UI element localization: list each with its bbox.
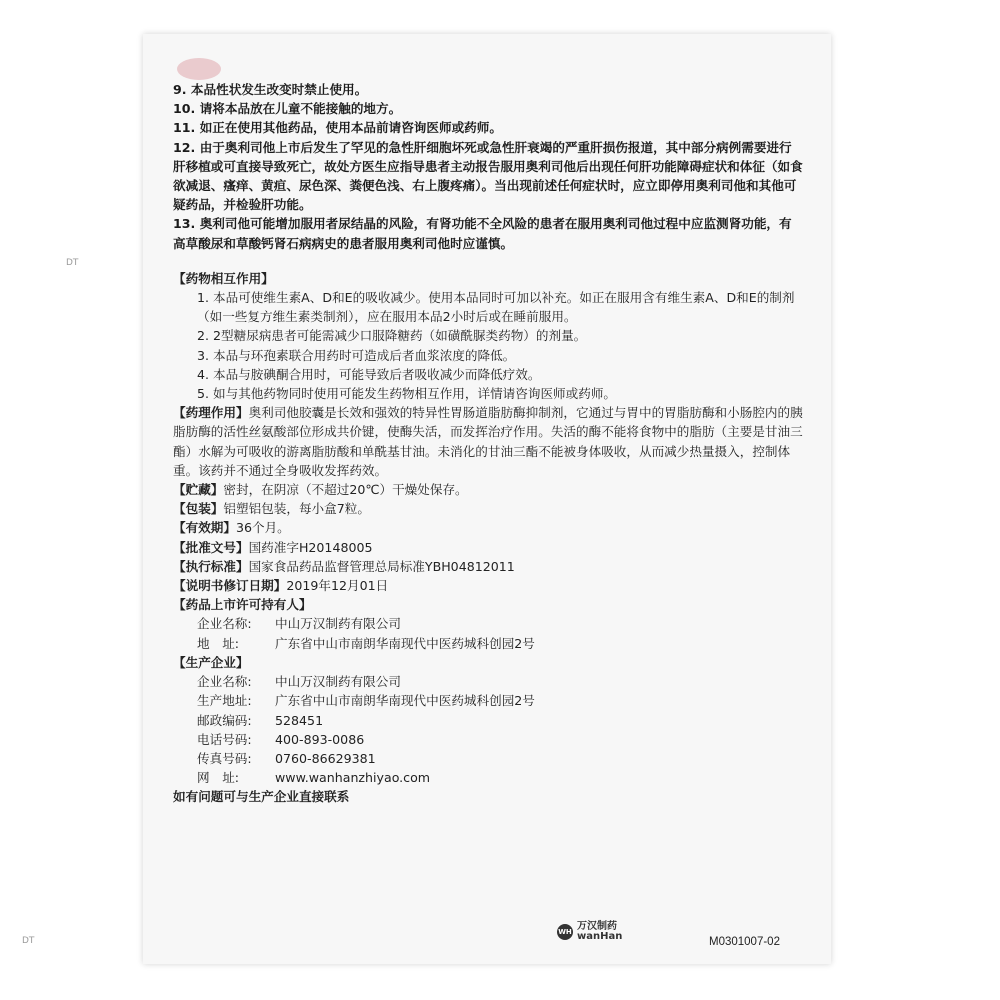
standard-section [173,557,803,576]
pharmacology-section [173,403,803,480]
field-value: 广东省中山市南朗华南现代中医药城科创园2号 [275,635,535,651]
license-holder-section [173,595,803,653]
leaflet-content [173,80,803,807]
interaction-item: 4. 本品与胺碘酮合用时，可能导致后者吸收减少而降低疗效。 [197,366,541,382]
section-text: 奥利司他胶囊是长效和强效的特异性胃肠道脂肪酶抑制剂，它通过与胃中的胃脂肪酶和小肠腔内的胰脂肪酶的活性丝氨酸部位形成共价键，使酶失活，而发挥治疗作用。失活的酶不能将食物中的脂肪（主要是甘油三酯）水解为可吸收的游离脂肪酸和单酰基甘油。未消化的甘油三酯不能被身体吸收，从而减少热量摄入，控制体重。该药并不通过全身吸收发挥药效。 [173,405,803,478]
manufacturer-address-row [173,691,803,710]
section-text: 铝塑铝包装，每小盒7粒。 [223,501,370,517]
field-value: www.wanhanzhiyao.com [275,770,431,786]
section-heading: 【有效期】 [173,520,236,536]
precaution-item: 12. 由于奥利司他上市后发生了罕见的急性肝细胞坏死或急性肝衰竭的严重肝损伤报道，其中部分病例需要进行肝移植或可直接导致死亡，故处方医生应指导患者主动报告服用奥利司他后出现任何肝功能障碍症状和体征（如食欲减退、瘙痒、黄疸、尿色深、粪便色浅、右上腹疼痛）。当出现前述任何症状时，应立即停用奥利司他和其他可疑药品，并检验肝功能。 [173,139,803,213]
section-heading: 【包装】 [173,501,224,517]
field-value: 400-893-0086 [275,731,365,747]
document-code: M0301007-02 [709,936,780,948]
precaution-item: 9. 本品性状发生改变时禁止使用。 [173,82,368,97]
contact-note: 如有问题可与生产企业直接联系 [173,789,350,805]
field-label: 电话号码: [197,731,252,747]
field-label: 传真号码: [197,750,252,766]
section-heading: 【药品上市许可持有人】 [173,597,312,613]
precaution-item: 11. 如正在使用其他药品，使用本品前请咨询医师或药师。 [173,120,502,136]
package-section [173,499,803,518]
section-heading: 【贮藏】 [173,482,224,498]
storage-section [173,480,803,499]
field-value: 528451 [275,712,324,728]
manufacturer-name-row [173,672,803,691]
holder-address-row [173,634,803,653]
logo-cn: 万汉制药 [577,921,617,932]
interaction-item: 3. 本品与环孢素联合用药时可造成后者血浆浓度的降低。 [197,347,516,363]
section-heading: 【药理作用】 [173,405,249,421]
website-row [173,768,803,787]
precautions-list [173,80,803,253]
interaction-item: 5. 如与其他药物同时使用可能发生药物相互作用，详情请咨询医师或药师。 [197,386,617,402]
approval-section [173,538,803,557]
field-label: 网 址: [197,770,240,786]
company-logo [557,922,622,942]
section-heading: 【批准文号】 [173,539,249,555]
section-heading: 【药物相互作用】 [173,270,274,286]
revision-section [173,576,803,595]
section-text: 密封，在阴凉（不超过20℃）干燥处保存。 [223,482,468,498]
watermark: DT [66,258,79,268]
phone-row [173,730,803,749]
section-text: 2019年12月01日 [286,578,389,594]
section-text: 国家食品药品监督管理总局标准YBH04812011 [248,558,515,574]
field-value: 广东省中山市南朗华南现代中医药城科创园2号 [275,693,535,709]
logo-mark-icon: WH [557,924,573,940]
leaflet-sheet [143,34,831,964]
bleed-through-logo [177,58,221,80]
logo-wordmark [577,922,622,942]
field-label: 企业名称: [197,616,252,632]
section-heading: 【说明书修订日期】 [173,578,287,594]
logo-en: wanHan [577,931,623,942]
field-value: 0760-86629381 [275,750,376,766]
watermark: DT [22,936,35,946]
fax-row [173,749,803,768]
validity-section [173,518,803,537]
drug-interactions-section [173,269,803,403]
section-text: 36个月。 [235,520,290,536]
holder-name-row [173,614,803,633]
field-label: 邮政编码: [197,712,252,728]
field-value: 中山万汉制药有限公司 [275,674,401,690]
precaution-item: 10. 请将本品放在儿童不能接触的地方。 [173,101,402,117]
interaction-item: 1. 本品可使维生素A、D和E的吸收减少。使用本品同时可加以补充。如正在服用含有维生素A、D和E的制剂（如一些复方维生素类制剂），应在服用本品2小时后或在睡前服用。 [197,290,795,325]
zip-row [173,711,803,730]
field-value: 中山万汉制药有限公司 [275,616,401,632]
field-label: 企业名称: [197,674,252,690]
manufacturer-section [173,653,803,787]
section-text: 国药准字H20148005 [248,539,373,555]
field-label: 生产地址: [197,693,252,709]
section-heading: 【生产企业】 [173,654,249,670]
precaution-item: 13. 奥利司他可能增加服用者尿结晶的风险，有肾功能不全风险的患者在服用奥利司他过程中应监测肾功能，有高草酸尿和草酸钙肾石病病史的患者服用奥利司他时应谨慎。 [173,216,792,251]
field-label: 地 址: [197,635,240,651]
interaction-item: 2. 2型糖尿病患者可能需减少口服降糖药（如磺酰脲类药物）的剂量。 [197,328,587,344]
section-heading: 【执行标准】 [173,558,249,574]
